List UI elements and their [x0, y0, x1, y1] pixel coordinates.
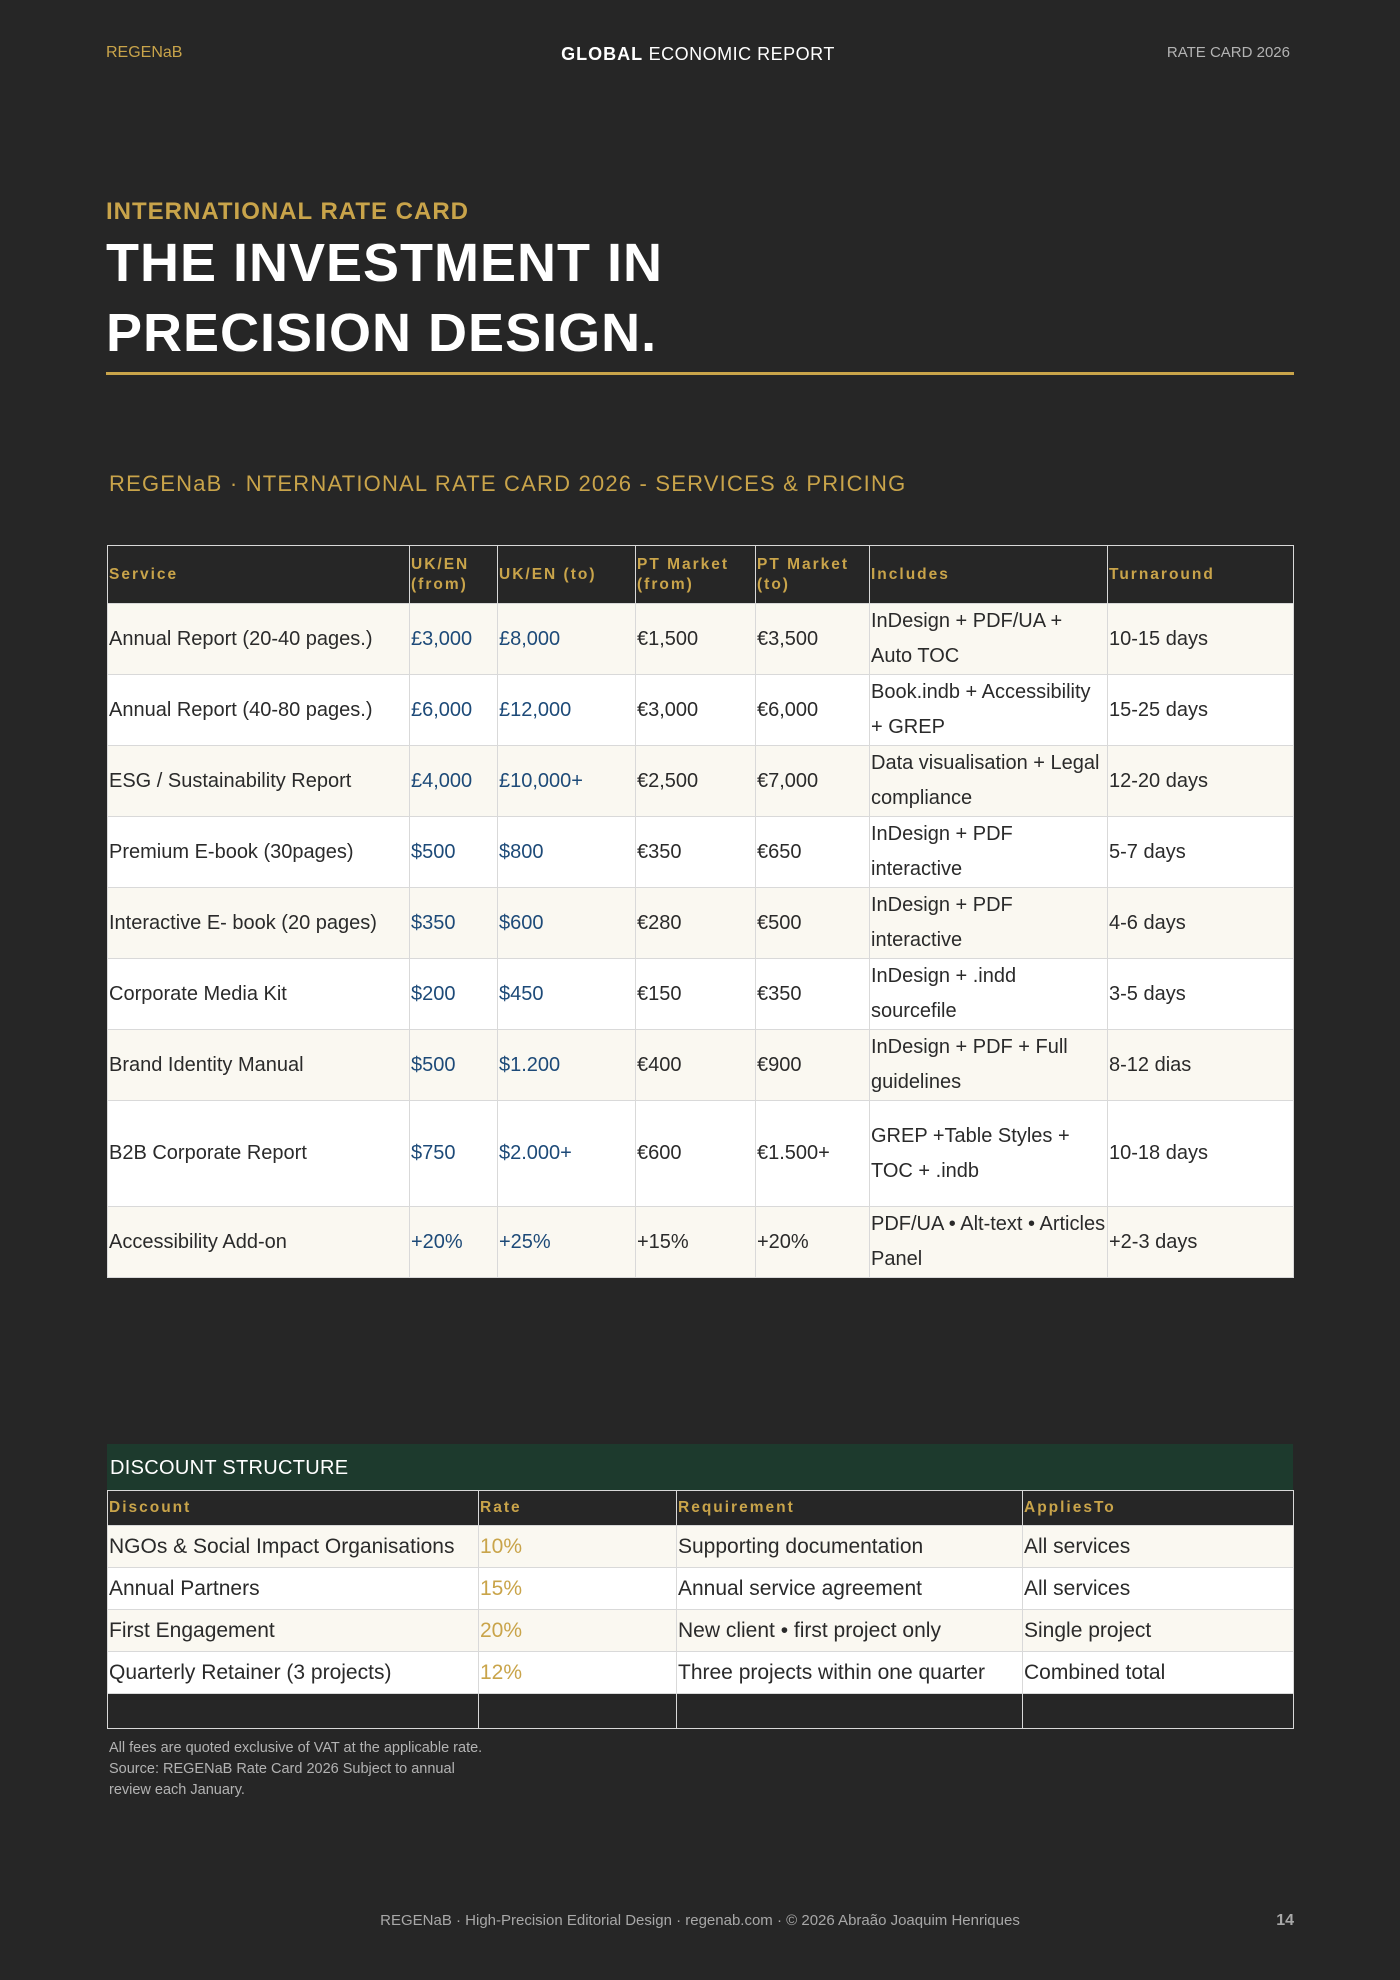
- applies-to-cell: All services: [1023, 1526, 1294, 1568]
- discount-header-row: [108, 1491, 1294, 1526]
- discount-cell: NGOs & Social Impact Organisations: [108, 1526, 479, 1568]
- turnaround-cell: 3-5 days: [1108, 959, 1294, 1030]
- service-cell: Brand Identity Manual: [108, 1030, 410, 1101]
- discount-banner: [107, 1444, 1293, 1490]
- section-title: REGENaB · NTERNATIONAL RATE CARD 2026 - SERVICES & PRICING: [109, 471, 907, 496]
- discount-table: [107, 1490, 1294, 1729]
- includes-cell: InDesign + PDF + Full guidelines: [870, 1030, 1108, 1101]
- rates-table: [107, 545, 1294, 1278]
- hero-headline-line1: THE INVESTMENT IN: [106, 233, 664, 293]
- header-rate-card-label: RATE CARD 2026: [1166, 44, 1290, 61]
- uk-from-cell: $200: [410, 959, 498, 1030]
- page-number: 14: [1276, 1912, 1294, 1929]
- table-row: [108, 1030, 1294, 1101]
- uk-to-cell: £10,000+: [498, 746, 636, 817]
- turnaround-cell: 10-18 days: [1108, 1101, 1294, 1207]
- pt-from-cell: €600: [636, 1101, 756, 1207]
- gold-divider: [106, 372, 1294, 375]
- table-row: [108, 1568, 1294, 1610]
- includes-cell: PDF/UA • Alt-text • Articles Panel: [870, 1207, 1108, 1278]
- table-row: [108, 1652, 1294, 1694]
- table-row: [108, 1207, 1294, 1278]
- includes-cell: InDesign + PDF interactive: [870, 888, 1108, 959]
- requirement-cell: Three projects within one quarter: [677, 1652, 1023, 1694]
- rate-cell: 12%: [479, 1652, 677, 1694]
- empty-cell: [1023, 1694, 1294, 1729]
- table-row: [108, 888, 1294, 959]
- service-cell: Interactive E- book (20 pages): [108, 888, 410, 959]
- pt-from-cell: €2,500: [636, 746, 756, 817]
- applies-to-cell: All services: [1023, 1568, 1294, 1610]
- uk-to-cell: $2.000+: [498, 1101, 636, 1207]
- includes-cell: Data visualisation + Legal compliance: [870, 746, 1108, 817]
- service-cell: Corporate Media Kit: [108, 959, 410, 1030]
- uk-from-cell: $350: [410, 888, 498, 959]
- includes-cell: InDesign + PDF/UA + Auto TOC: [870, 604, 1108, 675]
- uk-to-cell: $800: [498, 817, 636, 888]
- service-cell: Annual Report (40-80 pages.): [108, 675, 410, 746]
- uk-to-cell: $450: [498, 959, 636, 1030]
- turnaround-cell: 12-20 days: [1108, 746, 1294, 817]
- service-cell: Annual Report (20-40 pages.): [108, 604, 410, 675]
- pt-to-cell: €7,000: [756, 746, 870, 817]
- uk-to-cell: £8,000: [498, 604, 636, 675]
- uk-from-cell: +20%: [410, 1207, 498, 1278]
- turnaround-cell: 10-15 days: [1108, 604, 1294, 675]
- discount-cell: Annual Partners: [108, 1568, 479, 1610]
- col-header-discount: Discount: [108, 1491, 479, 1526]
- table-row: [108, 746, 1294, 817]
- rate-cell: 15%: [479, 1568, 677, 1610]
- turnaround-cell: +2-3 days: [1108, 1207, 1294, 1278]
- turnaround-cell: 5-7 days: [1108, 817, 1294, 888]
- hero-headline: [106, 228, 1294, 368]
- col-header-includes: Includes: [870, 546, 1108, 604]
- table-row: [108, 675, 1294, 746]
- table-row: [108, 1610, 1294, 1652]
- pt-from-cell: €150: [636, 959, 756, 1030]
- uk-to-cell: +25%: [498, 1207, 636, 1278]
- page-header: [106, 44, 1290, 68]
- uk-from-cell: $500: [410, 817, 498, 888]
- col-header-uk-from: UK/EN (from): [410, 546, 498, 604]
- uk-from-cell: £4,000: [410, 746, 498, 817]
- pt-from-cell: €400: [636, 1030, 756, 1101]
- turnaround-cell: 8-12 dias: [1108, 1030, 1294, 1101]
- applies-to-cell: Combined total: [1023, 1652, 1294, 1694]
- discount-banner-title: DISCOUNT STRUCTURE: [110, 1457, 349, 1479]
- uk-from-cell: $500: [410, 1030, 498, 1101]
- report-title: [106, 44, 1290, 65]
- uk-from-cell: $750: [410, 1101, 498, 1207]
- table-row: [108, 604, 1294, 675]
- brand-name: REGENaB: [106, 44, 183, 61]
- table-row: [108, 1101, 1294, 1207]
- requirement-cell: Supporting documentation: [677, 1526, 1023, 1568]
- uk-from-cell: £6,000: [410, 675, 498, 746]
- empty-row: [108, 1694, 1294, 1729]
- col-header-rate: Rate: [479, 1491, 677, 1526]
- includes-cell: GREP +Table Styles + TOC + .indb: [870, 1101, 1108, 1207]
- includes-cell: InDesign + .indd sourcefile: [870, 959, 1108, 1030]
- col-header-requirement: Requirement: [677, 1491, 1023, 1526]
- col-header-turnaround: Turnaround: [1108, 546, 1294, 604]
- pt-to-cell: €1.500+: [756, 1101, 870, 1207]
- pt-from-cell: €1,500: [636, 604, 756, 675]
- report-title-bold: GLOBAL: [561, 44, 644, 64]
- col-header-uk-to: UK/EN (to): [498, 546, 636, 604]
- pt-from-cell: €280: [636, 888, 756, 959]
- requirement-cell: New client • first project only: [677, 1610, 1023, 1652]
- service-cell: ESG / Sustainability Report: [108, 746, 410, 817]
- hero-eyebrow: INTERNATIONAL RATE CARD: [106, 198, 469, 225]
- table-row: [108, 959, 1294, 1030]
- pt-to-cell: €3,500: [756, 604, 870, 675]
- service-cell: B2B Corporate Report: [108, 1101, 410, 1207]
- discount-cell: Quarterly Retainer (3 projects): [108, 1652, 479, 1694]
- table-row: [108, 817, 1294, 888]
- pt-to-cell: €500: [756, 888, 870, 959]
- empty-cell: [677, 1694, 1023, 1729]
- uk-to-cell: £12,000: [498, 675, 636, 746]
- uk-to-cell: $600: [498, 888, 636, 959]
- turnaround-cell: 15-25 days: [1108, 675, 1294, 746]
- requirement-cell: Annual service agreement: [677, 1568, 1023, 1610]
- discount-cell: First Engagement: [108, 1610, 479, 1652]
- service-cell: Premium E-book (30pages): [108, 817, 410, 888]
- rates-header-row: [108, 546, 1294, 604]
- empty-cell: [479, 1694, 677, 1729]
- pt-from-cell: €3,000: [636, 675, 756, 746]
- pt-to-cell: €6,000: [756, 675, 870, 746]
- page-footer: REGENaB · High-Precision Editorial Design · regenab.com · © 2026 Abraão Joaquim Henriques: [380, 1912, 1020, 1929]
- footnote: All fees are quoted exclusive of VAT at the applicable rate. Source: REGENaB Rate Card 2026 Subject to annual review each January.: [109, 1740, 483, 1798]
- uk-from-cell: £3,000: [410, 604, 498, 675]
- hero-section: [106, 198, 1294, 368]
- rate-cell: 20%: [479, 1610, 677, 1652]
- applies-to-cell: Single project: [1023, 1610, 1294, 1652]
- pt-to-cell: €350: [756, 959, 870, 1030]
- col-header-applies-to: AppliesTo: [1023, 1491, 1294, 1526]
- pt-to-cell: +20%: [756, 1207, 870, 1278]
- pt-from-cell: +15%: [636, 1207, 756, 1278]
- rate-cell: 10%: [479, 1526, 677, 1568]
- hero-headline-line2: PRECISION DESIGN.: [106, 303, 658, 363]
- pt-from-cell: €350: [636, 817, 756, 888]
- includes-cell: Book.indb + Accessibility + GREP: [870, 675, 1108, 746]
- empty-cell: [108, 1694, 479, 1729]
- includes-cell: InDesign + PDF interactive: [870, 817, 1108, 888]
- pt-to-cell: €900: [756, 1030, 870, 1101]
- service-cell: Accessibility Add-on: [108, 1207, 410, 1278]
- pt-to-cell: €650: [756, 817, 870, 888]
- col-header-service: Service: [108, 546, 410, 604]
- col-header-pt-to: PT Market (to): [756, 546, 870, 604]
- col-header-pt-from: PT Market (from): [636, 546, 756, 604]
- uk-to-cell: $1.200: [498, 1030, 636, 1101]
- turnaround-cell: 4-6 days: [1108, 888, 1294, 959]
- report-title-rest: ECONOMIC REPORT: [648, 44, 835, 64]
- table-row: [108, 1526, 1294, 1568]
